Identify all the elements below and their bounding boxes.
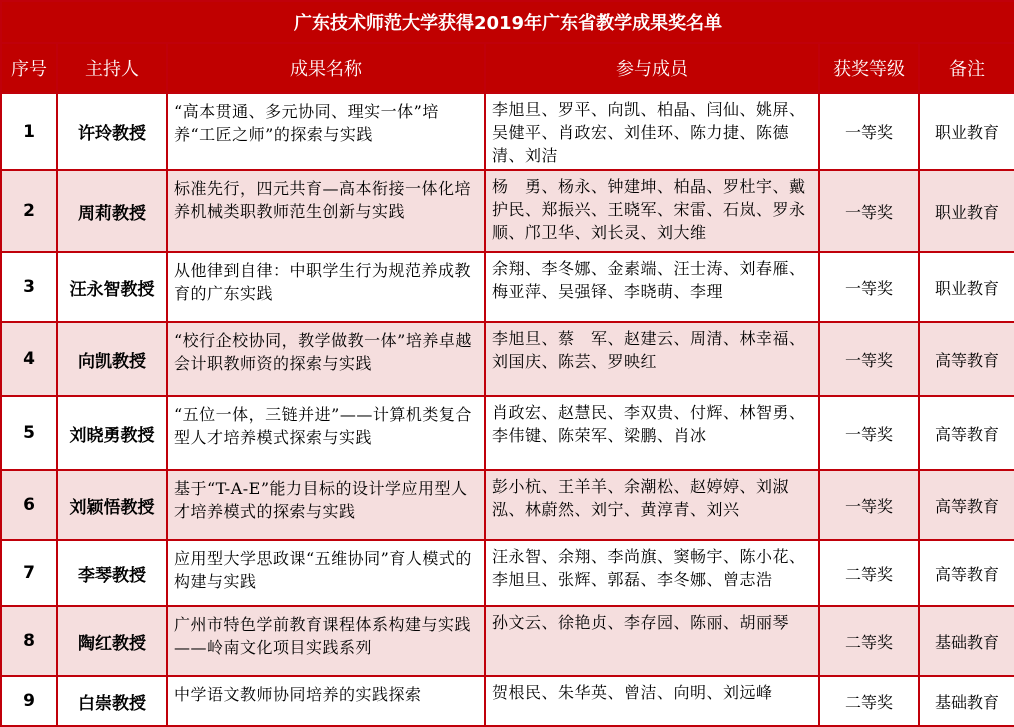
row-achievement-name: 应用型大学思政课“五维协同”育人模式的构建与实践 (167, 540, 485, 606)
row-achievement-name: 广州市特色学前教育课程体系构建与实践——岭南文化项目实践系列 (167, 606, 485, 676)
row-note: 高等教育 (919, 470, 1014, 540)
row-number: 9 (1, 676, 57, 726)
row-members: 贺根民、朱华英、曾洁、向明、刘远峰 (485, 676, 819, 726)
row-note: 基础教育 (919, 676, 1014, 726)
row-number: 6 (1, 470, 57, 540)
table-row (1, 93, 1014, 170)
table-row (1, 676, 1014, 726)
header-no: 序号 (1, 43, 57, 93)
row-members: 余翔、李冬娜、金素端、汪士涛、刘春雁、梅亚萍、吴强铎、李晓萌、李理 (485, 252, 819, 322)
table-title: 广东技术师范大学获得2019年广东省教学成果奖名单 (1, 1, 1014, 43)
header-host: 主持人 (57, 43, 167, 93)
row-number: 5 (1, 396, 57, 470)
row-number: 1 (1, 93, 57, 170)
row-award-level: 一等奖 (819, 322, 919, 396)
row-members: 李旭旦、蔡 军、赵建云、周清、林幸福、刘国庆、陈芸、罗映红 (485, 322, 819, 396)
row-note: 基础教育 (919, 606, 1014, 676)
row-host: 许玲教授 (57, 93, 167, 170)
row-award-level: 一等奖 (819, 93, 919, 170)
row-award-level: 一等奖 (819, 170, 919, 252)
row-host: 汪永智教授 (57, 252, 167, 322)
row-members: 孙文云、徐艳贞、李存园、陈丽、胡丽琴 (485, 606, 819, 676)
table-row (1, 540, 1014, 606)
row-award-level: 二等奖 (819, 606, 919, 676)
row-number: 8 (1, 606, 57, 676)
row-award-level: 一等奖 (819, 252, 919, 322)
row-note: 高等教育 (919, 322, 1014, 396)
table-row (1, 396, 1014, 470)
row-note: 高等教育 (919, 540, 1014, 606)
row-note: 高等教育 (919, 396, 1014, 470)
row-achievement-name: 从他律到自律：中职学生行为规范养成教育的广东实践 (167, 252, 485, 322)
row-number: 2 (1, 170, 57, 252)
row-award-level: 二等奖 (819, 540, 919, 606)
header-note: 备注 (919, 43, 1014, 93)
row-award-level: 一等奖 (819, 470, 919, 540)
row-note: 职业教育 (919, 93, 1014, 170)
table-row (1, 252, 1014, 322)
row-award-level: 一等奖 (819, 396, 919, 470)
row-members: 汪永智、余翔、李尚旗、窦畅宇、陈小花、李旭旦、张辉、郭磊、李冬娜、曾志浩 (485, 540, 819, 606)
row-achievement-name: 基于“T-A-E”能力目标的设计学应用型人才培养模式的探索与实践 (167, 470, 485, 540)
row-achievement-name: “校行企校协同，教学做教一体”培养卓越会计职教师资的探索与实践 (167, 322, 485, 396)
row-members: 杨 勇、杨永、钟建坤、柏晶、罗杜宇、戴护民、郑振兴、王晓军、宋雷、石岚、罗永顺、邝卫华、刘长灵、刘大维 (485, 170, 819, 252)
row-host: 周莉教授 (57, 170, 167, 252)
table-row (1, 322, 1014, 396)
row-number: 4 (1, 322, 57, 396)
header-members: 参与成员 (485, 43, 819, 93)
table-row (1, 606, 1014, 676)
row-host: 李琴教授 (57, 540, 167, 606)
row-achievement-name: 标准先行，四元共育—高本衔接一体化培养机械类职教师范生创新与实践 (167, 170, 485, 252)
row-number: 7 (1, 540, 57, 606)
table-row (1, 470, 1014, 540)
table-row (1, 170, 1014, 252)
header-name: 成果名称 (167, 43, 485, 93)
row-host: 陶红教授 (57, 606, 167, 676)
row-note: 职业教育 (919, 252, 1014, 322)
row-award-level: 二等奖 (819, 676, 919, 726)
row-members: 肖政宏、赵慧民、李双贵、付辉、林智勇、李伟键、陈荣军、梁鹏、肖冰 (485, 396, 819, 470)
row-achievement-name: 中学语文教师协同培养的实践探索 (167, 676, 485, 726)
row-number: 3 (1, 252, 57, 322)
row-note: 职业教育 (919, 170, 1014, 252)
header-level: 获奖等级 (819, 43, 919, 93)
row-host: 白崇教授 (57, 676, 167, 726)
row-host: 刘晓勇教授 (57, 396, 167, 470)
row-host: 刘颖悟教授 (57, 470, 167, 540)
row-members: 李旭旦、罗平、向凯、柏晶、闫仙、姚屏、吴健平、肖政宏、刘佳环、陈力捷、陈德清、刘洁 (485, 93, 819, 170)
row-host: 向凯教授 (57, 322, 167, 396)
row-achievement-name: “高本贯通、多元协同、理实一体”培养“工匠之师”的探索与实践 (167, 93, 485, 170)
row-achievement-name: “五位一体，三链并进”——计算机类复合型人才培养模式探索与实践 (167, 396, 485, 470)
row-members: 彭小杭、王羊羊、余潮松、赵婷婷、刘淑泓、林蔚然、刘宁、黄淳青、刘兴 (485, 470, 819, 540)
